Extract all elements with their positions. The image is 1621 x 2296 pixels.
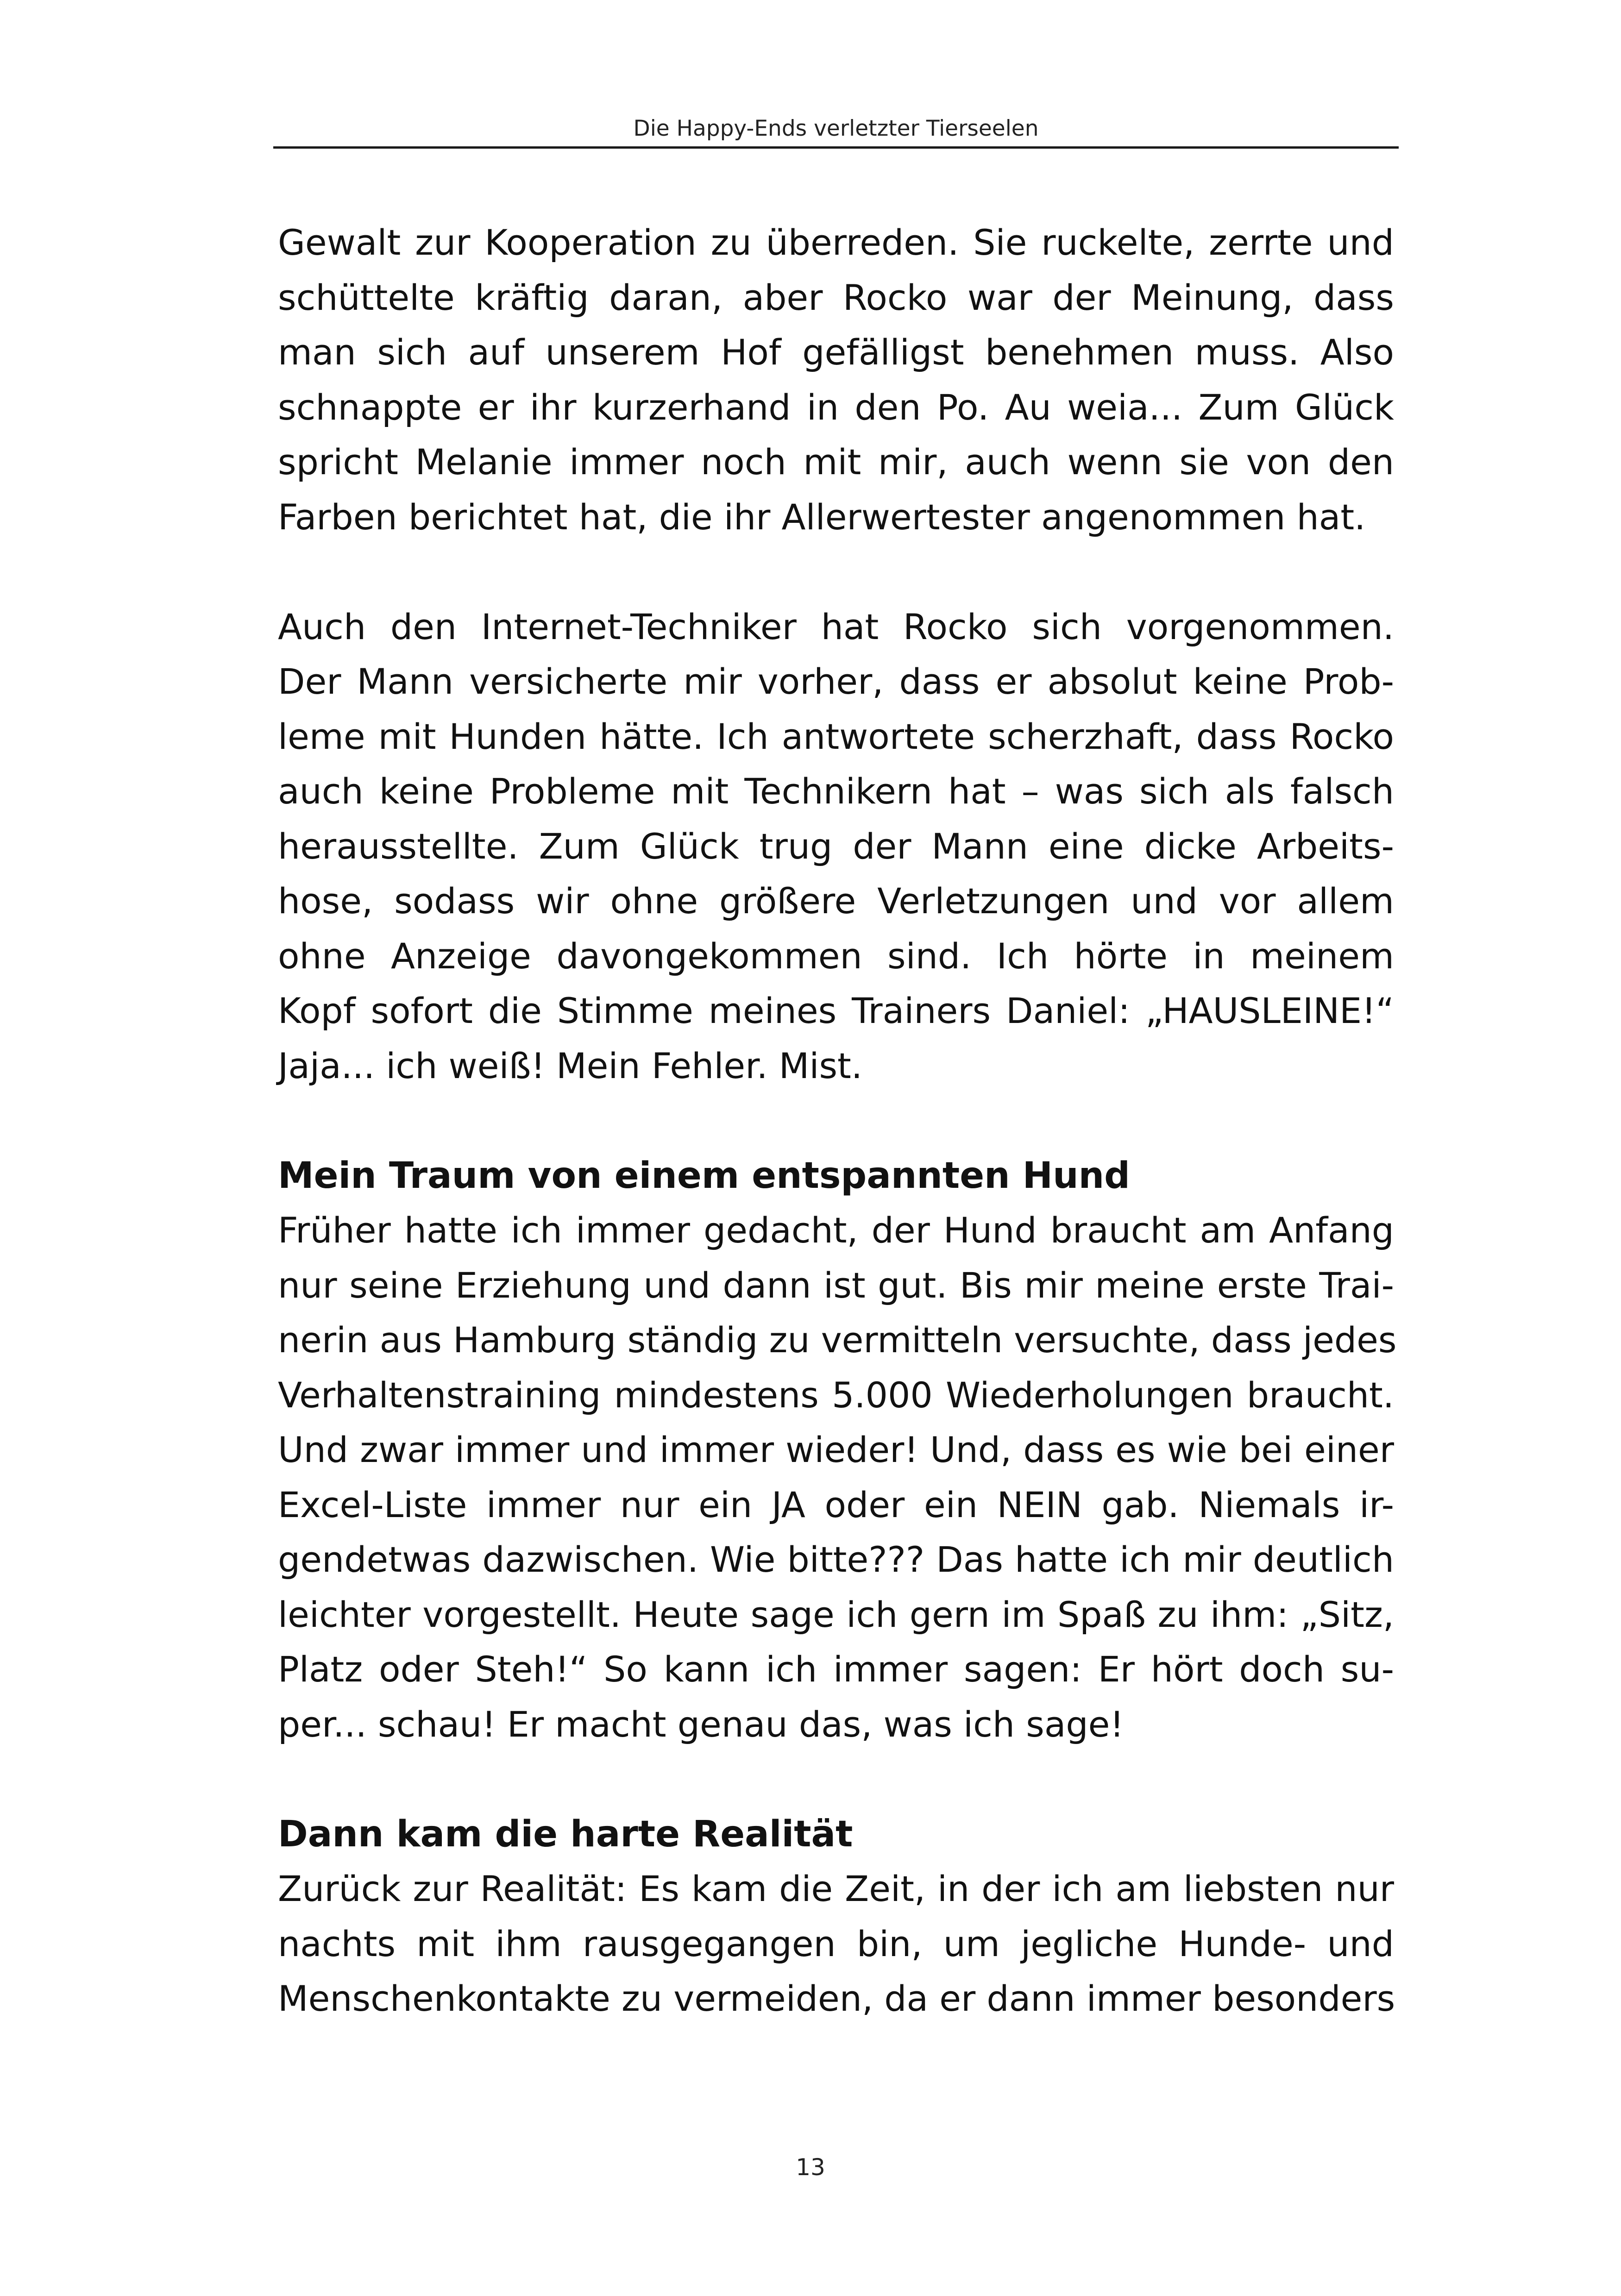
text-line: leichter vorgestellt. Heute sage ich gern im Spaß zu ihm: „Sitz,: [278, 1593, 1394, 1635]
text-line: gendetwas dazwischen. Wie bitte??? Das hatte ich mir deutlich: [278, 1539, 1394, 1580]
paragraph-gap: [278, 545, 1394, 600]
text-line: nerin aus Hamburg ständig zu vermitteln versuchte, dass jedes: [278, 1319, 1397, 1361]
text-line: nur seine Erziehung und dann ist gut. Bis mir meine erste Trai-: [278, 1264, 1394, 1306]
text-line: Menschenkontakte zu vermeiden, da er dann immer besonders: [278, 1978, 1395, 2019]
text-line: leme mit Hunden hätte. Ich antwortete scherzhaft, dass Rocko: [278, 715, 1394, 757]
text-line: hose, sodass wir ohne größere Verletzungen und vor allem: [278, 880, 1394, 922]
text-line: Und zwar immer und immer wieder! Und, dass es wie bei einer: [278, 1429, 1394, 1470]
text-line: schnappte er ihr kurzerhand in den Po. Au weia... Zum Glück: [278, 386, 1394, 428]
text-line: man sich auf unserem Hof gefälligst benehmen muss. Also: [278, 332, 1394, 373]
text-line: Früher hatte ich immer gedacht, der Hund braucht am Anfang: [278, 1210, 1394, 1251]
text-line: per... schau! Er macht genau das, was ich sage!: [278, 1703, 1124, 1745]
text-line: Jaja... ich weiß! Mein Fehler. Mist.: [278, 1045, 863, 1086]
section-heading: Dann kam die harte Realität: [278, 1813, 853, 1855]
body-text: [278, 215, 1397, 2026]
text-line: Farben berichtet hat, die ihr Allerwertester angenommen hat.: [278, 496, 1366, 538]
running-header: Die Happy-Ends verletzter Tierseelen: [633, 116, 1039, 141]
text-line: schüttelte kräftig daran, aber Rocko war der Meinung, dass: [278, 276, 1394, 318]
text-line: Verhaltenstraining mindestens 5.000 Wiederholungen braucht.: [278, 1374, 1394, 1416]
header-rule: [273, 146, 1399, 149]
text-line: nachts mit ihm rausgegangen bin, um jegliche Hunde- und: [278, 1923, 1394, 1964]
section-heading: Mein Traum von einem entspannten Hund: [278, 1154, 1130, 1197]
text-line: Kopf sofort die Stimme meines Trainers Daniel: „HAUSLEINE!“: [278, 990, 1394, 1031]
text-line: spricht Melanie immer noch mit mir, auch wenn sie von den: [278, 441, 1394, 483]
text-line: Platz oder Steh!“ So kann ich immer sagen: Er hört doch su-: [278, 1649, 1394, 1690]
paragraph-gap: [278, 1752, 1394, 1807]
text-line: Excel-Liste immer nur ein JA oder ein NEIN gab. Niemals ir-: [278, 1484, 1394, 1525]
text-line: Zurück zur Realität: Es kam die Zeit, in der ich am liebsten nur: [278, 1868, 1394, 1909]
text-line: herausstellte. Zum Glück trug der Mann eine dicke Arbeits-: [278, 825, 1394, 867]
text-line: Gewalt zur Kooperation zu überreden. Sie ruckelte, zerrte und: [278, 222, 1394, 263]
page-number: 13: [796, 2154, 825, 2181]
text-line: Der Mann versicherte mir vorher, dass er absolut keine Prob-: [278, 661, 1394, 702]
paragraph-gap: [278, 1093, 1394, 1148]
text-line: auch keine Probleme mit Technikern hat – was sich als falsch: [278, 771, 1394, 812]
text-line: Auch den Internet-Techniker hat Rocko sich vorgenommen.: [278, 606, 1394, 647]
text-line: ohne Anzeige davongekommen sind. Ich hörte in meinem: [278, 935, 1394, 977]
